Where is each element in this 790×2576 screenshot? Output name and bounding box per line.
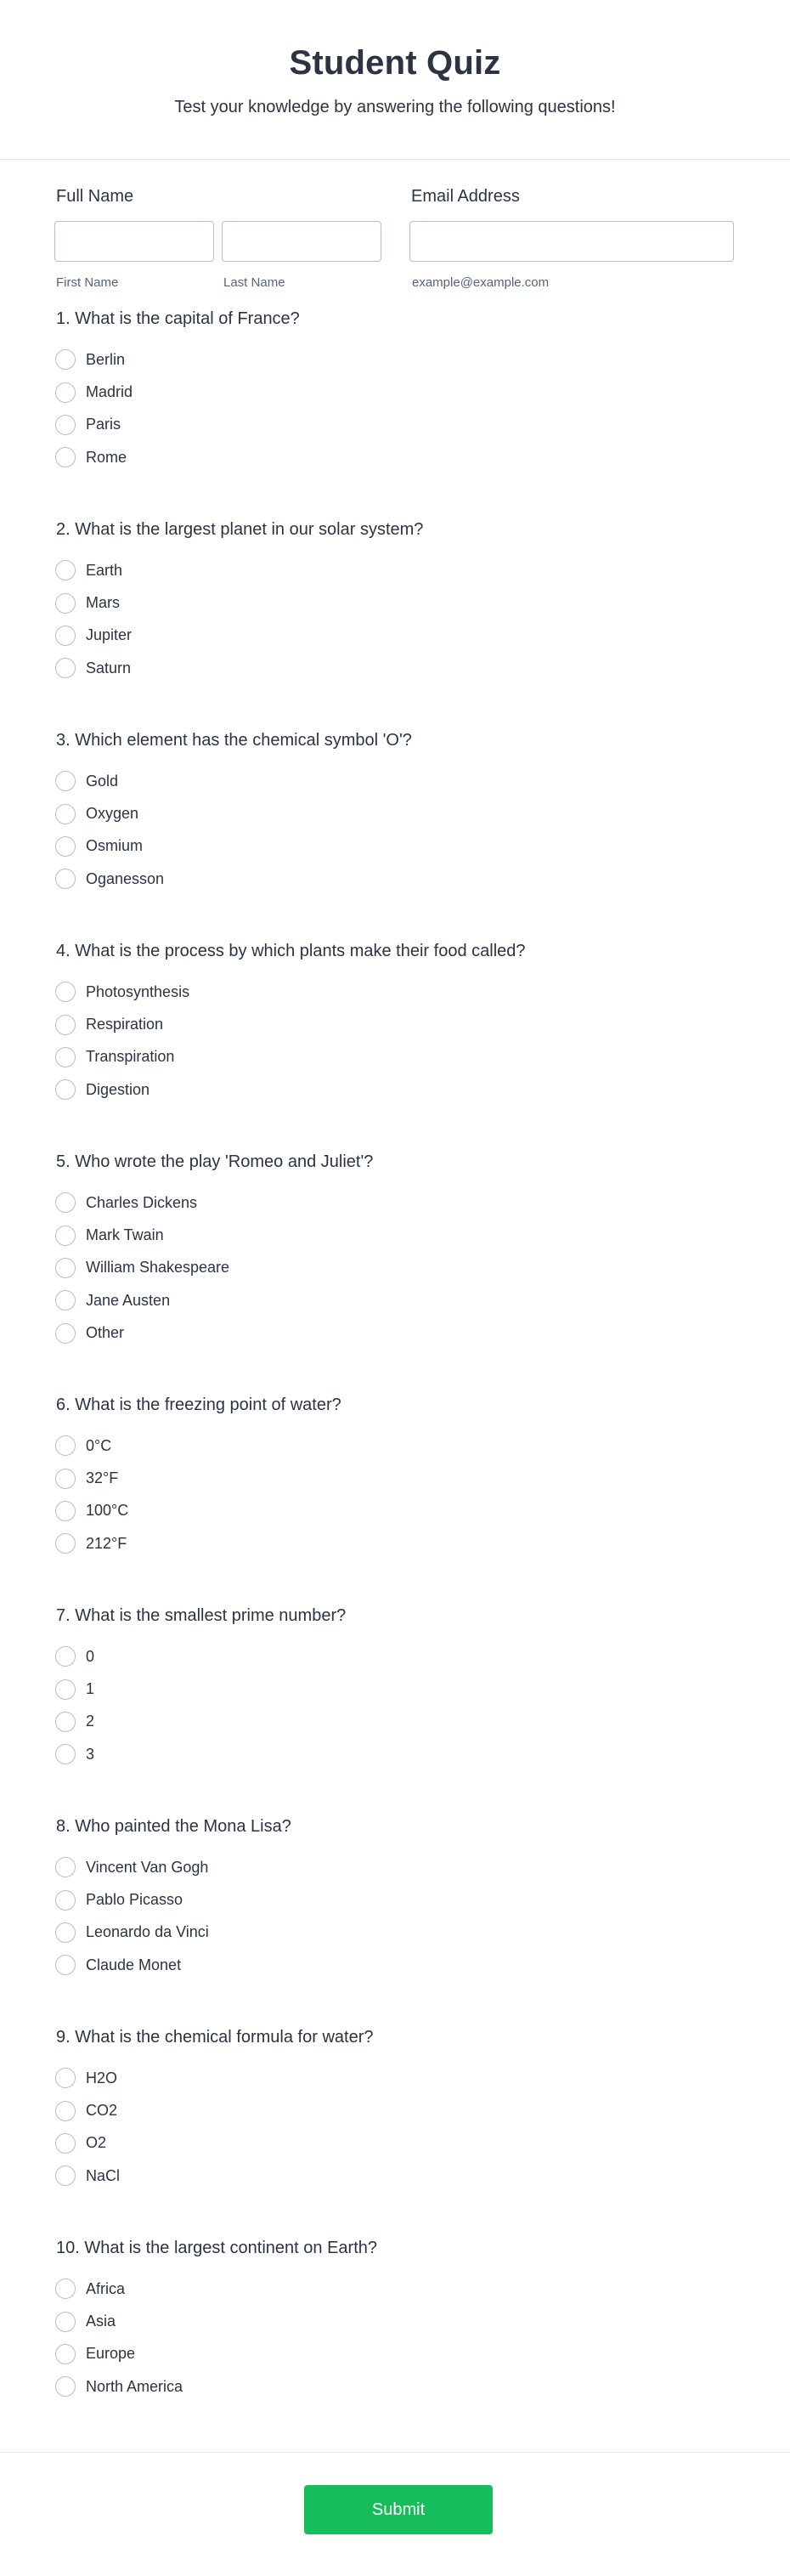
answer-option[interactable] [56,2062,734,2094]
radio-button[interactable] [55,1922,76,1943]
form-subtitle: Test your knowledge by answering the following questions! [174,98,616,116]
answer-option[interactable] [56,1527,734,1560]
answer-option[interactable] [56,1430,734,1462]
form-footer [0,2452,790,2576]
option-label: Leonardo da Vinci [86,1923,209,1941]
option-label: 1 [86,1680,95,1698]
question-block [56,2026,734,2237]
answer-option[interactable] [56,2305,734,2337]
question-block [56,1815,734,2026]
radio-button[interactable] [55,1857,76,1877]
radio-button[interactable] [55,1258,76,1278]
option-label: Other [86,1324,125,1342]
option-label: Europe [86,2345,136,2363]
answer-option[interactable] [56,863,734,895]
radio-button[interactable] [55,1435,76,1456]
option-label: 0 [86,1647,95,1665]
radio-button[interactable] [55,869,76,889]
option-label: Rome [86,448,127,466]
radio-button[interactable] [55,2068,76,2088]
submit-button[interactable]: Submit [304,2485,493,2534]
radio-button[interactable] [55,771,76,791]
question-block [56,1394,734,1605]
radio-button[interactable] [55,658,76,678]
answer-option[interactable] [56,652,734,684]
radio-button[interactable] [55,382,76,403]
answer-option[interactable] [56,1186,734,1219]
radio-button[interactable] [55,2376,76,2397]
option-label: 3 [86,1745,95,1763]
answer-option[interactable] [56,1673,734,1705]
radio-button[interactable] [55,1290,76,1311]
answer-option[interactable] [56,2127,734,2160]
option-label: O2 [86,2134,107,2152]
last-name-sublabel: Last Name [223,275,285,290]
option-label: Vincent Van Gogh [86,1858,209,1876]
option-label: Oxygen [86,805,139,823]
answer-option[interactable] [56,1495,734,1527]
option-label: Jupiter [86,626,133,644]
question-title: 3. Which element has the chemical symbol 'O'? [56,731,412,750]
option-label: Charles Dickens [86,1193,198,1211]
option-label: Photosynthesis [86,982,190,1000]
question-title: 9. What is the chemical formula for water? [56,2028,374,2047]
radio-button[interactable] [55,1890,76,1911]
question-title: 4. What is the process by which plants make their food called? [56,942,526,960]
radio-button[interactable] [55,1646,76,1667]
option-label: Asia [86,2313,116,2330]
first-name-input[interactable] [54,221,214,262]
option-label: 0°C [86,1436,112,1454]
answer-option[interactable] [56,1073,734,1106]
radio-button[interactable] [55,415,76,435]
answer-option[interactable] [56,1462,734,1494]
option-label: Digestion [86,1080,150,1098]
answer-option[interactable] [56,620,734,652]
option-label: North America [86,2377,183,2395]
option-label: NaCl [86,2166,121,2184]
option-label: CO2 [86,2102,118,2120]
first-name-sublabel: First Name [56,275,119,290]
question-title: 6. What is the freezing point of water? [56,1396,341,1414]
answer-option[interactable] [56,765,734,797]
radio-button[interactable] [55,1047,76,1067]
answer-option[interactable] [56,1041,734,1073]
questions-list [56,308,734,2448]
option-label: Oganesson [86,869,165,887]
radio-button[interactable] [55,1015,76,1035]
full-name-label: Full Name [56,187,134,206]
radio-button[interactable] [55,1744,76,1764]
option-label: 32°F [86,1469,119,1487]
radio-button[interactable] [55,560,76,580]
answer-option[interactable] [56,2273,734,2305]
option-label: 2 [86,1713,95,1730]
option-label: Berlin [86,350,126,368]
question-block [56,518,734,729]
form-content [0,160,790,2448]
option-label: William Shakespeare [86,1259,230,1277]
answer-option[interactable] [56,2338,734,2370]
radio-button[interactable] [55,1533,76,1554]
question-title: 10. What is the largest continent on Earth? [56,2239,377,2257]
answer-option[interactable] [56,830,734,863]
option-label: Paris [86,416,121,433]
radio-button[interactable] [55,1079,76,1100]
answer-option[interactable] [56,1219,734,1251]
option-label: 212°F [86,1534,127,1552]
radio-button[interactable] [55,836,76,857]
option-label: Respiration [86,1016,164,1033]
radio-button[interactable] [55,2101,76,2121]
answer-option[interactable] [56,1706,734,1738]
option-label: Africa [86,2279,126,2297]
option-label: Mars [86,594,120,612]
radio-button[interactable] [55,349,76,370]
question-title: 1. What is the capital of France? [56,309,300,328]
option-label: Madrid [86,383,133,401]
option-label: H2O [86,2069,118,2086]
radio-button[interactable] [55,447,76,467]
option-label: Osmium [86,837,143,855]
answer-option[interactable] [56,1883,734,1916]
email-label: Email Address [411,187,520,206]
answer-option[interactable] [56,1949,734,1981]
option-label: Transpiration [86,1048,175,1066]
question-block [56,940,734,1151]
answer-option[interactable] [56,1916,734,1949]
answer-option[interactable] [56,441,734,473]
answer-option[interactable] [56,586,734,619]
form-header [0,0,790,160]
answer-option[interactable] [56,2370,734,2403]
option-label: Earth [86,561,123,579]
option-label: Pablo Picasso [86,1891,183,1909]
answer-option[interactable] [56,2160,734,2192]
radio-button[interactable] [55,2166,76,2186]
question-block [56,729,734,940]
question-title: 5. Who wrote the play 'Romeo and Juliet'? [56,1152,374,1171]
answer-option[interactable] [56,2094,734,2126]
radio-button[interactable] [55,1469,76,1489]
question-block [56,2237,734,2448]
radio-button[interactable] [55,626,76,646]
answer-option[interactable] [56,376,734,408]
radio-button[interactable] [55,2312,76,2332]
form-title: Student Quiz [289,44,501,82]
option-label: Gold [86,772,119,790]
option-label: Jane Austen [86,1291,171,1309]
radio-button[interactable] [55,593,76,614]
radio-button[interactable] [55,1955,76,1975]
option-label: Claude Monet [86,1956,182,1973]
option-label: Mark Twain [86,1226,164,1244]
question-block [56,308,734,518]
email-input[interactable] [409,221,734,262]
answer-option[interactable] [56,409,734,441]
radio-button[interactable] [55,2344,76,2364]
radio-button[interactable] [55,1323,76,1344]
question-block [56,1151,734,1394]
answer-option[interactable] [56,1738,734,1770]
radio-button[interactable] [55,982,76,1002]
answer-option[interactable] [56,1851,734,1883]
answer-option[interactable] [56,1317,734,1350]
answer-option[interactable] [56,1008,734,1040]
name-email-row [56,160,734,308]
answer-option[interactable] [56,976,734,1008]
answer-option[interactable] [56,343,734,376]
answer-option[interactable] [56,1252,734,1284]
radio-button[interactable] [55,1679,76,1700]
answer-option[interactable] [56,797,734,829]
radio-button[interactable] [55,1501,76,1521]
email-sublabel: example@example.com [412,275,550,290]
question-title: 2. What is the largest planet in our solar system? [56,520,424,539]
option-label: Saturn [86,659,132,677]
answer-option[interactable] [56,1284,734,1316]
option-label: 100°C [86,1502,129,1520]
answer-option[interactable] [56,1640,734,1673]
radio-button[interactable] [55,1192,76,1213]
radio-button[interactable] [55,2279,76,2299]
radio-button[interactable] [55,1712,76,1732]
radio-button[interactable] [55,1226,76,1246]
last-name-input[interactable] [222,221,381,262]
answer-option[interactable] [56,554,734,586]
question-block [56,1605,734,1815]
radio-button[interactable] [55,2133,76,2154]
question-title: 8. Who painted the Mona Lisa? [56,1817,291,1836]
radio-button[interactable] [55,804,76,824]
question-title: 7. What is the smallest prime number? [56,1606,347,1625]
